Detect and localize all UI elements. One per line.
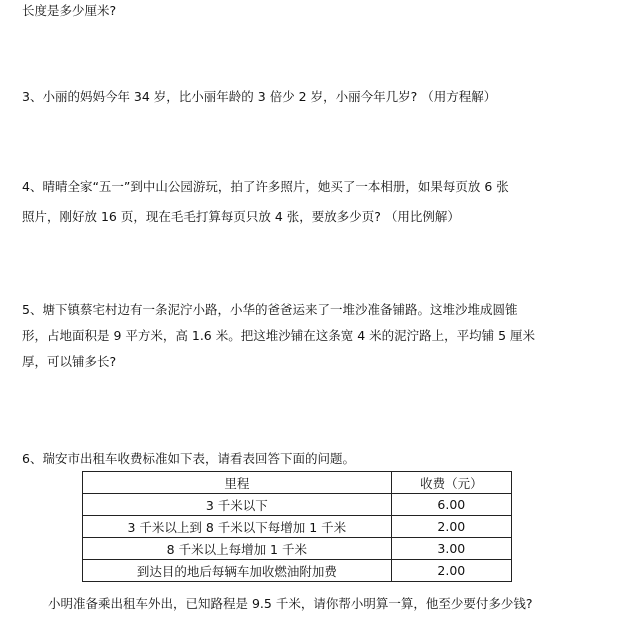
row-2-fee: 2.00 <box>391 516 511 538</box>
question-6-line-1: 6、瑞安市出租车收费标准如下表，请看表回答下面的问题。 <box>22 451 355 466</box>
taxi-fee-table <box>82 471 512 582</box>
row-1-distance: 3 千米以下 <box>83 494 392 516</box>
final-question: 小明准备乘出租车外出，已知路程是 9.5 千米，请你帮小明算一算，他至少要付多少钱? <box>48 596 533 611</box>
table-header-row <box>83 472 512 494</box>
table-row <box>83 560 512 582</box>
question-3-line-1: 3、小丽的妈妈今年 34 岁，比小丽年龄的 3 倍少 2 岁，小丽今年几岁? （用方程解） <box>22 89 497 104</box>
header-distance: 里程 <box>83 472 392 494</box>
question-5-line-2: 形，占地面积是 9 平方米，高 1.6 米。把这堆沙铺在这条宽 4 米的泥泞路上，平均铺 5 厘米 <box>22 328 536 343</box>
question-5-line-1: 5、塘下镇蔡宅村边有一条泥泞小路，小华的爸爸运来了一堆沙准备铺路。这堆沙堆成圆锥 <box>22 302 518 317</box>
header-fee: 收费（元） <box>391 472 511 494</box>
row-3-distance: 8 千米以上每增加 1 千米 <box>83 538 392 560</box>
row-1-fee: 6.00 <box>391 494 511 516</box>
question-4-line-2: 照片，刚好放 16 页，现在毛毛打算每页只放 4 张，要放多少页? （用比例解） <box>22 209 460 224</box>
row-4-fee: 2.00 <box>391 560 511 582</box>
question-4-line-1: 4、晴晴全家“五一”到中山公园游玩，拍了许多照片，她买了一本相册，如果每页放 6 张 <box>22 179 509 194</box>
table-row <box>83 516 512 538</box>
row-4-distance: 到达目的地后每辆车加收燃油附加费 <box>83 560 392 582</box>
row-2-distance: 3 千米以上到 8 千米以下每增加 1 千米 <box>83 516 392 538</box>
row-3-fee: 3.00 <box>391 538 511 560</box>
question-5-line-3: 厚，可以铺多长? <box>22 354 117 369</box>
table-row <box>83 538 512 560</box>
intro-line: 长度是多少厘米? <box>22 3 117 18</box>
table-row <box>83 494 512 516</box>
